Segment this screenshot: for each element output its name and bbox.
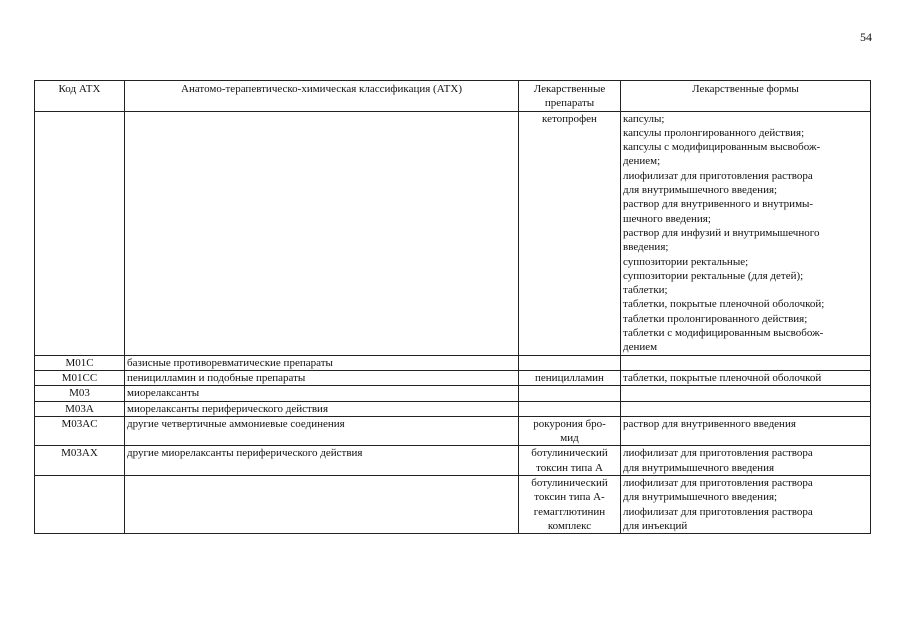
form-line: раствор для инфузий и внутримышечного bbox=[623, 226, 820, 239]
form-line: суппозитории ректальные; bbox=[623, 255, 749, 268]
form-line: для внутримышечного введения; bbox=[623, 491, 778, 504]
table-row bbox=[35, 111, 871, 355]
form-line: таблетки с модифицированным высвобож- bbox=[623, 327, 824, 340]
cell-drug bbox=[519, 401, 621, 416]
header-classification: Анатомо-терапевтическо-химическая классификация (АТХ) bbox=[125, 81, 519, 112]
cell-code bbox=[35, 476, 125, 534]
form-line: таблетки, покрытые пленочной оболочкой bbox=[623, 371, 822, 384]
form-line: таблетки пролонгированного действия; bbox=[623, 312, 808, 325]
drug-line: токсин типа А bbox=[536, 461, 603, 474]
form-line: капсулы пролонгированного действия; bbox=[623, 126, 805, 139]
form-line: раствор для внутривенного и внутримы- bbox=[623, 198, 814, 211]
form-line: лиофилизат для приготовления раствора bbox=[623, 505, 813, 518]
cell-forms bbox=[621, 386, 871, 401]
drug-line: рокурония бро- bbox=[533, 417, 606, 430]
form-line: раствор для внутривенного введения bbox=[623, 417, 796, 430]
cell-classification: другие миорелаксанты периферического действия bbox=[125, 446, 519, 476]
cell-classification bbox=[125, 111, 519, 355]
form-line: лиофилизат для приготовления раствора bbox=[623, 447, 813, 460]
cell-forms bbox=[621, 111, 871, 355]
form-line: лиофилизат для приготовления раствора bbox=[623, 169, 813, 182]
header-code: Код АТХ bbox=[35, 81, 125, 112]
form-line: для внутримышечного введения bbox=[623, 461, 775, 474]
cell-classification: базисные противоревматические препараты bbox=[125, 355, 519, 370]
cell-classification bbox=[125, 476, 519, 534]
cell-classification: другие четвертичные аммониевые соединения bbox=[125, 416, 519, 446]
cell-code: M03AC bbox=[35, 416, 125, 446]
cell-classification: миорелаксанты bbox=[125, 386, 519, 401]
form-line: суппозитории ректальные (для детей); bbox=[623, 269, 804, 282]
page-number: 54 bbox=[860, 30, 872, 44]
cell-drug bbox=[519, 386, 621, 401]
form-line: для инъекций bbox=[623, 519, 688, 532]
form-line: капсулы; bbox=[623, 112, 665, 125]
form-line: шечного введения; bbox=[623, 212, 711, 225]
drug-line: гемагглютинин bbox=[533, 505, 606, 518]
drug-line: ботулинический bbox=[531, 447, 608, 460]
header-drugs-line: препараты bbox=[544, 97, 595, 110]
cell-classification: миорелаксанты периферического действия bbox=[125, 401, 519, 416]
cell-code: M03A bbox=[35, 401, 125, 416]
cell-code: M03AX bbox=[35, 446, 125, 476]
form-line: капсулы с модифицированным высвобож- bbox=[623, 141, 821, 154]
form-line: для внутримышечного введения; bbox=[623, 184, 778, 197]
cell-drug bbox=[519, 416, 621, 446]
table-body bbox=[35, 111, 871, 534]
drug-line: комплекс bbox=[547, 519, 592, 532]
cell-code: M01CC bbox=[35, 370, 125, 385]
cell-forms bbox=[621, 416, 871, 446]
table-header-row bbox=[35, 81, 871, 112]
header-forms: Лекарственные формы bbox=[621, 81, 871, 112]
form-line: дением; bbox=[623, 155, 661, 168]
cell-forms bbox=[621, 401, 871, 416]
cell-drug bbox=[519, 355, 621, 370]
header-drugs bbox=[519, 81, 621, 112]
table-row bbox=[35, 386, 871, 401]
cell-forms bbox=[621, 446, 871, 476]
cell-code: M03 bbox=[35, 386, 125, 401]
table-row bbox=[35, 416, 871, 446]
form-line: дением bbox=[623, 341, 658, 354]
atc-table bbox=[34, 80, 871, 534]
cell-forms bbox=[621, 355, 871, 370]
cell-classification: пеницилламин и подобные препараты bbox=[125, 370, 519, 385]
cell-drug bbox=[519, 111, 621, 355]
form-line: таблетки, покрытые пленочной оболочкой; bbox=[623, 298, 825, 311]
cell-code bbox=[35, 111, 125, 355]
cell-forms bbox=[621, 370, 871, 385]
form-line: введения; bbox=[623, 241, 669, 254]
drug-line: токсин типа А- bbox=[534, 491, 605, 504]
table-row bbox=[35, 370, 871, 385]
cell-drug bbox=[519, 446, 621, 476]
table-row bbox=[35, 476, 871, 534]
cell-code: M01C bbox=[35, 355, 125, 370]
drug-line: пеницилламин bbox=[535, 371, 604, 384]
header-drugs-line: Лекарственные bbox=[533, 83, 606, 95]
form-line: таблетки; bbox=[623, 284, 668, 297]
table-row bbox=[35, 446, 871, 476]
table-row bbox=[35, 401, 871, 416]
cell-drug bbox=[519, 370, 621, 385]
drug-line: мид bbox=[560, 432, 579, 445]
drug-line: ботулинический bbox=[531, 477, 608, 490]
table-row bbox=[35, 355, 871, 370]
cell-drug bbox=[519, 476, 621, 534]
drug-line: кетопрофен bbox=[542, 112, 597, 125]
form-line: лиофилизат для приготовления раствора bbox=[623, 477, 813, 490]
cell-forms bbox=[621, 476, 871, 534]
